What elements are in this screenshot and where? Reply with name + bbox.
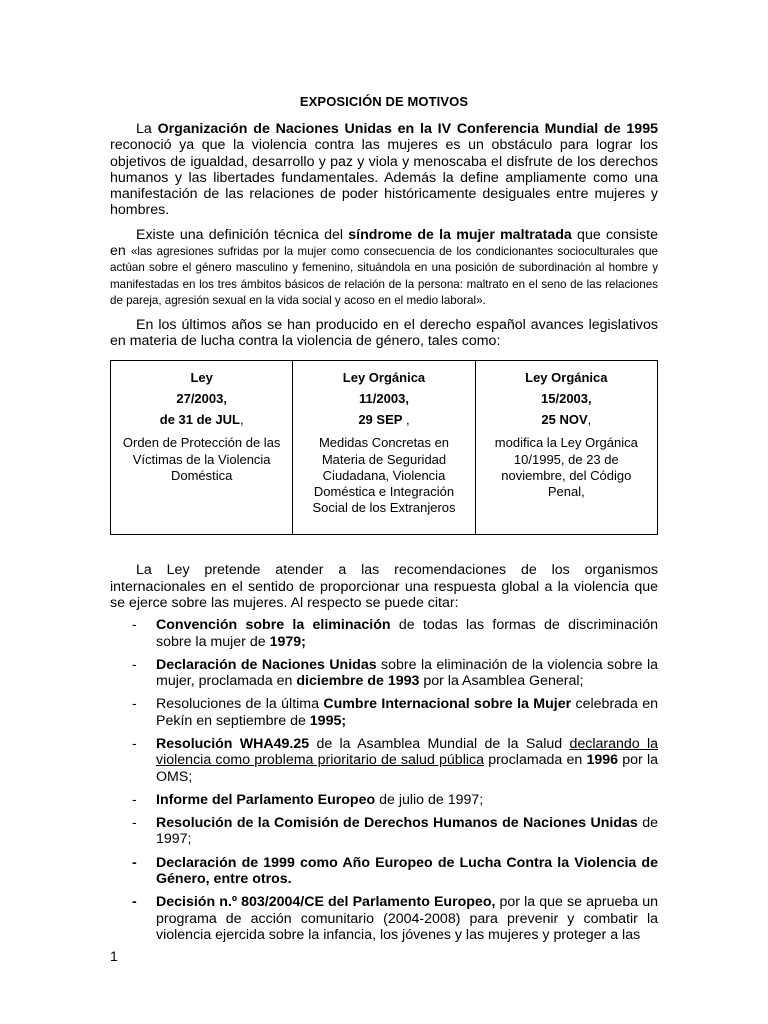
list-item — [110, 792, 658, 808]
list-item — [110, 736, 658, 785]
law-date-punct: , — [587, 412, 592, 428]
bullet-dash: - — [132, 656, 137, 673]
text: proclamada en — [484, 752, 587, 769]
bold-text: Cumbre Internacional sobre la Mujer — [323, 696, 572, 713]
text: Resoluciones de la última — [156, 696, 324, 713]
law-type: Ley — [190, 370, 213, 386]
bullet-dash: - — [132, 696, 137, 713]
law-header — [486, 367, 647, 430]
list-item — [110, 855, 658, 888]
definition-quote: «las agresiones sufridas por la mujer como consecuencia de los condicionantes socioculturales que actúan sobre el género masculino y femenino, situándola en una posición de subordinación al hombre y manifestadas en los tres ámbitos básicos de relación de la persona: maltrato en el seno de las relaciones de pareja, agresión sexual en la vida social y acoso en el medio laboral». — [110, 245, 658, 308]
bullet-dash: - — [132, 735, 137, 752]
bullet-dash: - — [132, 894, 137, 911]
law-date — [121, 409, 282, 430]
paragraph-avances: En los últimos años se han producido en el derecho español avances legislativos en materia de lucha contra la violencia de género, tales como: — [110, 316, 658, 349]
law-date — [303, 409, 464, 430]
law-header — [303, 367, 464, 430]
paragraph-sindrome — [110, 227, 658, 309]
bold-text: 1995; — [309, 712, 347, 729]
bold-text: Declaración de Naciones Unidas — [156, 656, 377, 673]
bold-text: 1979; — [269, 633, 306, 650]
bold-text: 1996 — [586, 752, 619, 769]
law-date-punct: , — [239, 412, 244, 428]
text: La — [136, 121, 158, 137]
bullet-dash: - — [132, 791, 137, 808]
bold-text: diciembre de 1993 — [296, 673, 420, 690]
law-date-text: 25 NOV — [541, 412, 588, 428]
bold-text: Resolución de la Comisión de Derechos Humanos de Naciones Unidas — [156, 815, 638, 832]
table-row — [111, 361, 658, 535]
underlined-text: declarando la violencia como problema prioritario de salud pública — [156, 735, 658, 769]
laws-table — [110, 360, 658, 535]
list-item — [110, 617, 658, 650]
bold-text: síndrome de la mujer maltratada — [348, 226, 572, 243]
law-type: Ley Orgánica — [342, 370, 426, 386]
list-item — [110, 894, 658, 943]
bold-text: Resolución WHA49.25 — [156, 735, 310, 752]
list-item — [110, 657, 658, 690]
law-number: 15/2003, — [541, 391, 592, 407]
bullet-dash: - — [132, 617, 137, 634]
page-title: EXPOSICIÓN DE MOTIVOS — [299, 94, 469, 109]
text: Existe una definición técnica del — [136, 226, 349, 243]
text: sobre la eliminación de la violencia sobre la mujer, proclamada en — [156, 656, 658, 690]
law-number: 11/2003, — [359, 391, 409, 407]
bold-text: Declaración de 1999 como Año Europeo de Lucha Contra la Violencia de Género, entre otros. — [156, 854, 658, 888]
bold-text: Convención sobre la eliminación — [156, 617, 391, 634]
document-body — [110, 94, 658, 950]
law-header — [121, 367, 282, 430]
law-description: Medidas Concretas en Materia de Seguridad Ciudadana, Violencia Doméstica e Integración Social de los Extranjeros — [312, 435, 456, 516]
page-number: 1 — [110, 948, 118, 964]
bold-text: Informe del Parlamento Europeo — [156, 791, 376, 808]
law-date — [486, 409, 647, 430]
references-list — [110, 617, 658, 943]
law-description: Orden de Protección de las Víctimas de la Violencia Doméstica — [122, 435, 281, 483]
bullet-dash: - — [132, 854, 137, 871]
law-type: Ley Orgánica — [525, 370, 608, 386]
bullet-dash: - — [132, 815, 137, 832]
text: de 1997; — [156, 815, 658, 848]
law-cell — [475, 361, 657, 535]
law-date-text: de 31 de JUL — [159, 412, 240, 428]
law-cell — [111, 361, 293, 535]
text: celebrada en Pekín en septiembre de — [156, 696, 659, 729]
paragraph-onu — [110, 121, 658, 219]
text: por la Asamblea General; — [419, 673, 584, 690]
bold-text: Decisión n.º 803/2004/CE del Parlamento Europeo, — [156, 894, 496, 911]
list-item — [110, 815, 658, 848]
text: reconoció ya que la violencia contra las mujeres es un obstáculo para lograr los objetivos de igualdad, desarrollo y paz y viola y menoscaba el disfrute de los derechos humanos y las libertades fundamentales. Además la define ampliamente como una manifestación de las relaciones de poder históricamente desiguales entre mujeres y hombres. — [110, 137, 658, 219]
text: por la que se aprueba un programa de acción comunitario (2004-2008) para prevenir y combatir la violencia ejercida sobre la infancia, los jóvenes y las mujeres y proteger a las — [156, 894, 658, 943]
law-number: 27/2003, — [176, 391, 227, 407]
list-item — [110, 696, 658, 729]
text: de la Asamblea Mundial de la Salud — [309, 735, 570, 752]
text: de julio de 1997; — [375, 791, 484, 808]
law-cell — [293, 361, 475, 535]
law-date-text: 29 SEP — [358, 412, 403, 428]
paragraph-recomendaciones: La Ley pretende atender a las recomendaciones de los organismos internacionales en el sentido de proporcionar una respuesta global a la violencia que se ejerce sobre las mujeres. Al respecto se puede citar: — [110, 562, 658, 611]
bold-text: Organización de Naciones Unidas en la IV Conferencia Mundial de 1995 — [157, 121, 658, 137]
law-description: modifica la Ley Orgánica 10/1995, de 23 de noviembre, del Código Penal, — [494, 435, 638, 499]
text: que consiste en — [110, 226, 659, 260]
law-date-punct: , — [402, 412, 410, 428]
text: por la OMS; — [156, 752, 658, 785]
text: de todas las formas de discriminación sobre la mujer de — [156, 617, 658, 650]
